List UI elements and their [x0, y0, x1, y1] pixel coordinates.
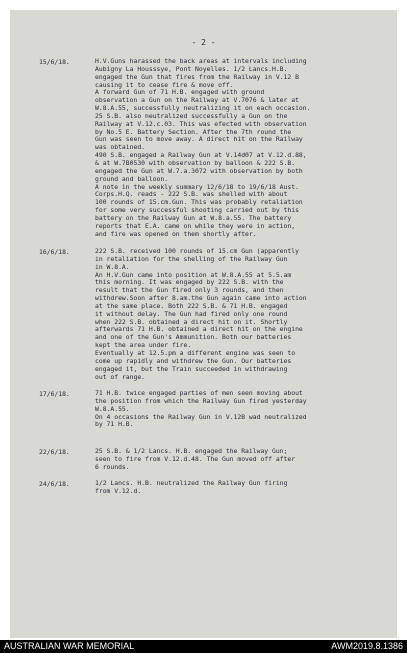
- entry-line: by No.5 E. Battery Section. After the 7th round the: [95, 127, 292, 136]
- entry-date: 16/6/18.: [39, 248, 70, 256]
- entry-line: 6 rounds.: [95, 462, 130, 471]
- entry-line: Corps.H.Q. reads - 222 S.B. was shelled with about: [95, 190, 288, 199]
- entry-text: [95, 480, 395, 496]
- entry-line: 71 H.B. twice engaged parties of men seen moving about: [95, 389, 303, 397]
- entry-line: An H.V.Gun came into position at W.8.A.55 at 5.5.am: [95, 270, 292, 279]
- entry-line: come up rapidly and withdrew the Gun. Our batteries: [95, 356, 292, 365]
- entry-line: for some very successful shooting carried out by this: [95, 206, 299, 215]
- entry-line: was obtained.: [95, 143, 146, 152]
- entry-line: 25 S.B. & 1/2 Lancs. H.B. engaged the Railway Gun;: [95, 447, 288, 455]
- entry-line: this morning. It was engaged by 222 S.B. with the: [95, 278, 284, 287]
- entry-line: kept the area under fire.: [95, 341, 192, 350]
- page-number: - 2 -: [191, 38, 216, 47]
- document-page: [10, 10, 397, 638]
- entry-line: the position from which the Railway Gun fired yesterday: [95, 396, 307, 405]
- entry-line: 1/2 Lancs. H.B. neutralized the Railway Gun firing: [95, 479, 288, 487]
- entry-line: battery on the Railway Gun at W.8.a.55. The battery: [95, 213, 292, 222]
- entry-line: in W.8.A.: [95, 262, 130, 271]
- entry-text: [95, 390, 395, 429]
- entry-line: Gun was seen to move away. A direct hit on the Railway: [95, 135, 303, 144]
- entry-line: 25 S.B. also neutralized successfully a Gun on the: [95, 111, 288, 120]
- entry-line: A note in the weekly summary 12/6/18 to 19/6/18 Aust.: [95, 182, 299, 191]
- entry-date: 15/6/18.: [39, 58, 70, 66]
- entry-line: withdrew.Soon after 8.am.the Gun again came into action: [95, 294, 307, 303]
- entry-line: W.8.A.55.: [95, 404, 130, 413]
- entry-line: seen to fire from V.12.d.48. The Gun moved off after: [95, 454, 296, 463]
- entry-line: result that the Gun fired only 3 rounds, and then: [95, 286, 284, 295]
- entry-line: it without delay. The Gun had fired only one round: [95, 309, 288, 318]
- entry-line: & at W.7B0530 with observation by balloon & 222 S.B.: [95, 158, 296, 167]
- entry-line: W.8.A.55, successfully neutralizing it on each occasion.: [95, 104, 311, 113]
- entry-line: engaged the Gun that fires from the Railway in V.12 B: [95, 72, 299, 81]
- entry-line: afterwards 71 H.B. obtained a direct hit on the engine: [95, 325, 303, 334]
- entry-line: at the same place. Both 222 S.B. & 71 H.B. engaged: [95, 301, 288, 310]
- entry-line: On 4 occasions the Railway Gun in V.12B wad neutralized: [95, 412, 307, 421]
- entry-line: by 71 H.B.: [95, 420, 134, 429]
- entry-line: ground and balloon.: [95, 174, 169, 183]
- entry-line: from V.12.d.: [95, 486, 142, 495]
- archive-name: AUSTRALIAN WAR MEMORIAL: [4, 641, 135, 651]
- entry-line: Aubigny La Housssye, Pont Noyelles. 1/2 Lancs.H.B.: [95, 64, 288, 73]
- entry-line: A forward Gun of 71 H.B. engaged with ground: [95, 88, 265, 97]
- entry-line: engaged it, but the Train succeeded in withdrawing: [95, 364, 288, 373]
- entry-line: 490 S.B. engaged a Railway Gun at V.14d07 at V.12.d.88,: [95, 151, 307, 160]
- entry-line: causing it to cease fire & move off.: [95, 80, 234, 89]
- entry-line: and one of the Gun's Ammunition. Both our batteries: [95, 333, 292, 342]
- entry-line: Eventually at 12.5.pm a different engine was seen to: [95, 348, 296, 357]
- entry-date: 24/6/18.: [39, 480, 70, 488]
- entry-line: reports that E.A. came on while they were in action,: [95, 221, 296, 230]
- entry-text: [95, 58, 395, 238]
- entry-line: Railway at V.12.c.03. This was efected with observation: [95, 119, 307, 128]
- entry-line: in retaliation for the shelling of the Railway Gun: [95, 254, 288, 263]
- footer-bar: [0, 640, 407, 653]
- entry-line: observation a Gun on the Railway at V.7076 & later at: [95, 96, 299, 105]
- entry-line: when 222 S.B. obtained a direct hit on it. Shortly: [95, 317, 288, 326]
- entry-line: H.V.Guns harassed the back areas at intervals including: [95, 57, 307, 65]
- entry-line: and fire was opened on them shortly after.: [95, 229, 257, 238]
- entry-text: [95, 448, 395, 472]
- entry-line: 222 S.B. received 100 rounds of 15.cm Gun (apparently: [95, 247, 299, 255]
- entry-text: [95, 248, 395, 381]
- entry-date: 17/6/18.: [39, 390, 70, 398]
- entry-line: engaged the Gun at W.7.a.3072 with observation by both: [95, 166, 303, 175]
- entry-line: 100 rounds of 15.cm.Gun. This was probably retaliation: [95, 198, 303, 207]
- entry-line: out of range.: [95, 372, 146, 381]
- catalogue-number: AWM2019.8.1386: [331, 641, 403, 651]
- entry-date: 22/6/18.: [39, 448, 70, 456]
